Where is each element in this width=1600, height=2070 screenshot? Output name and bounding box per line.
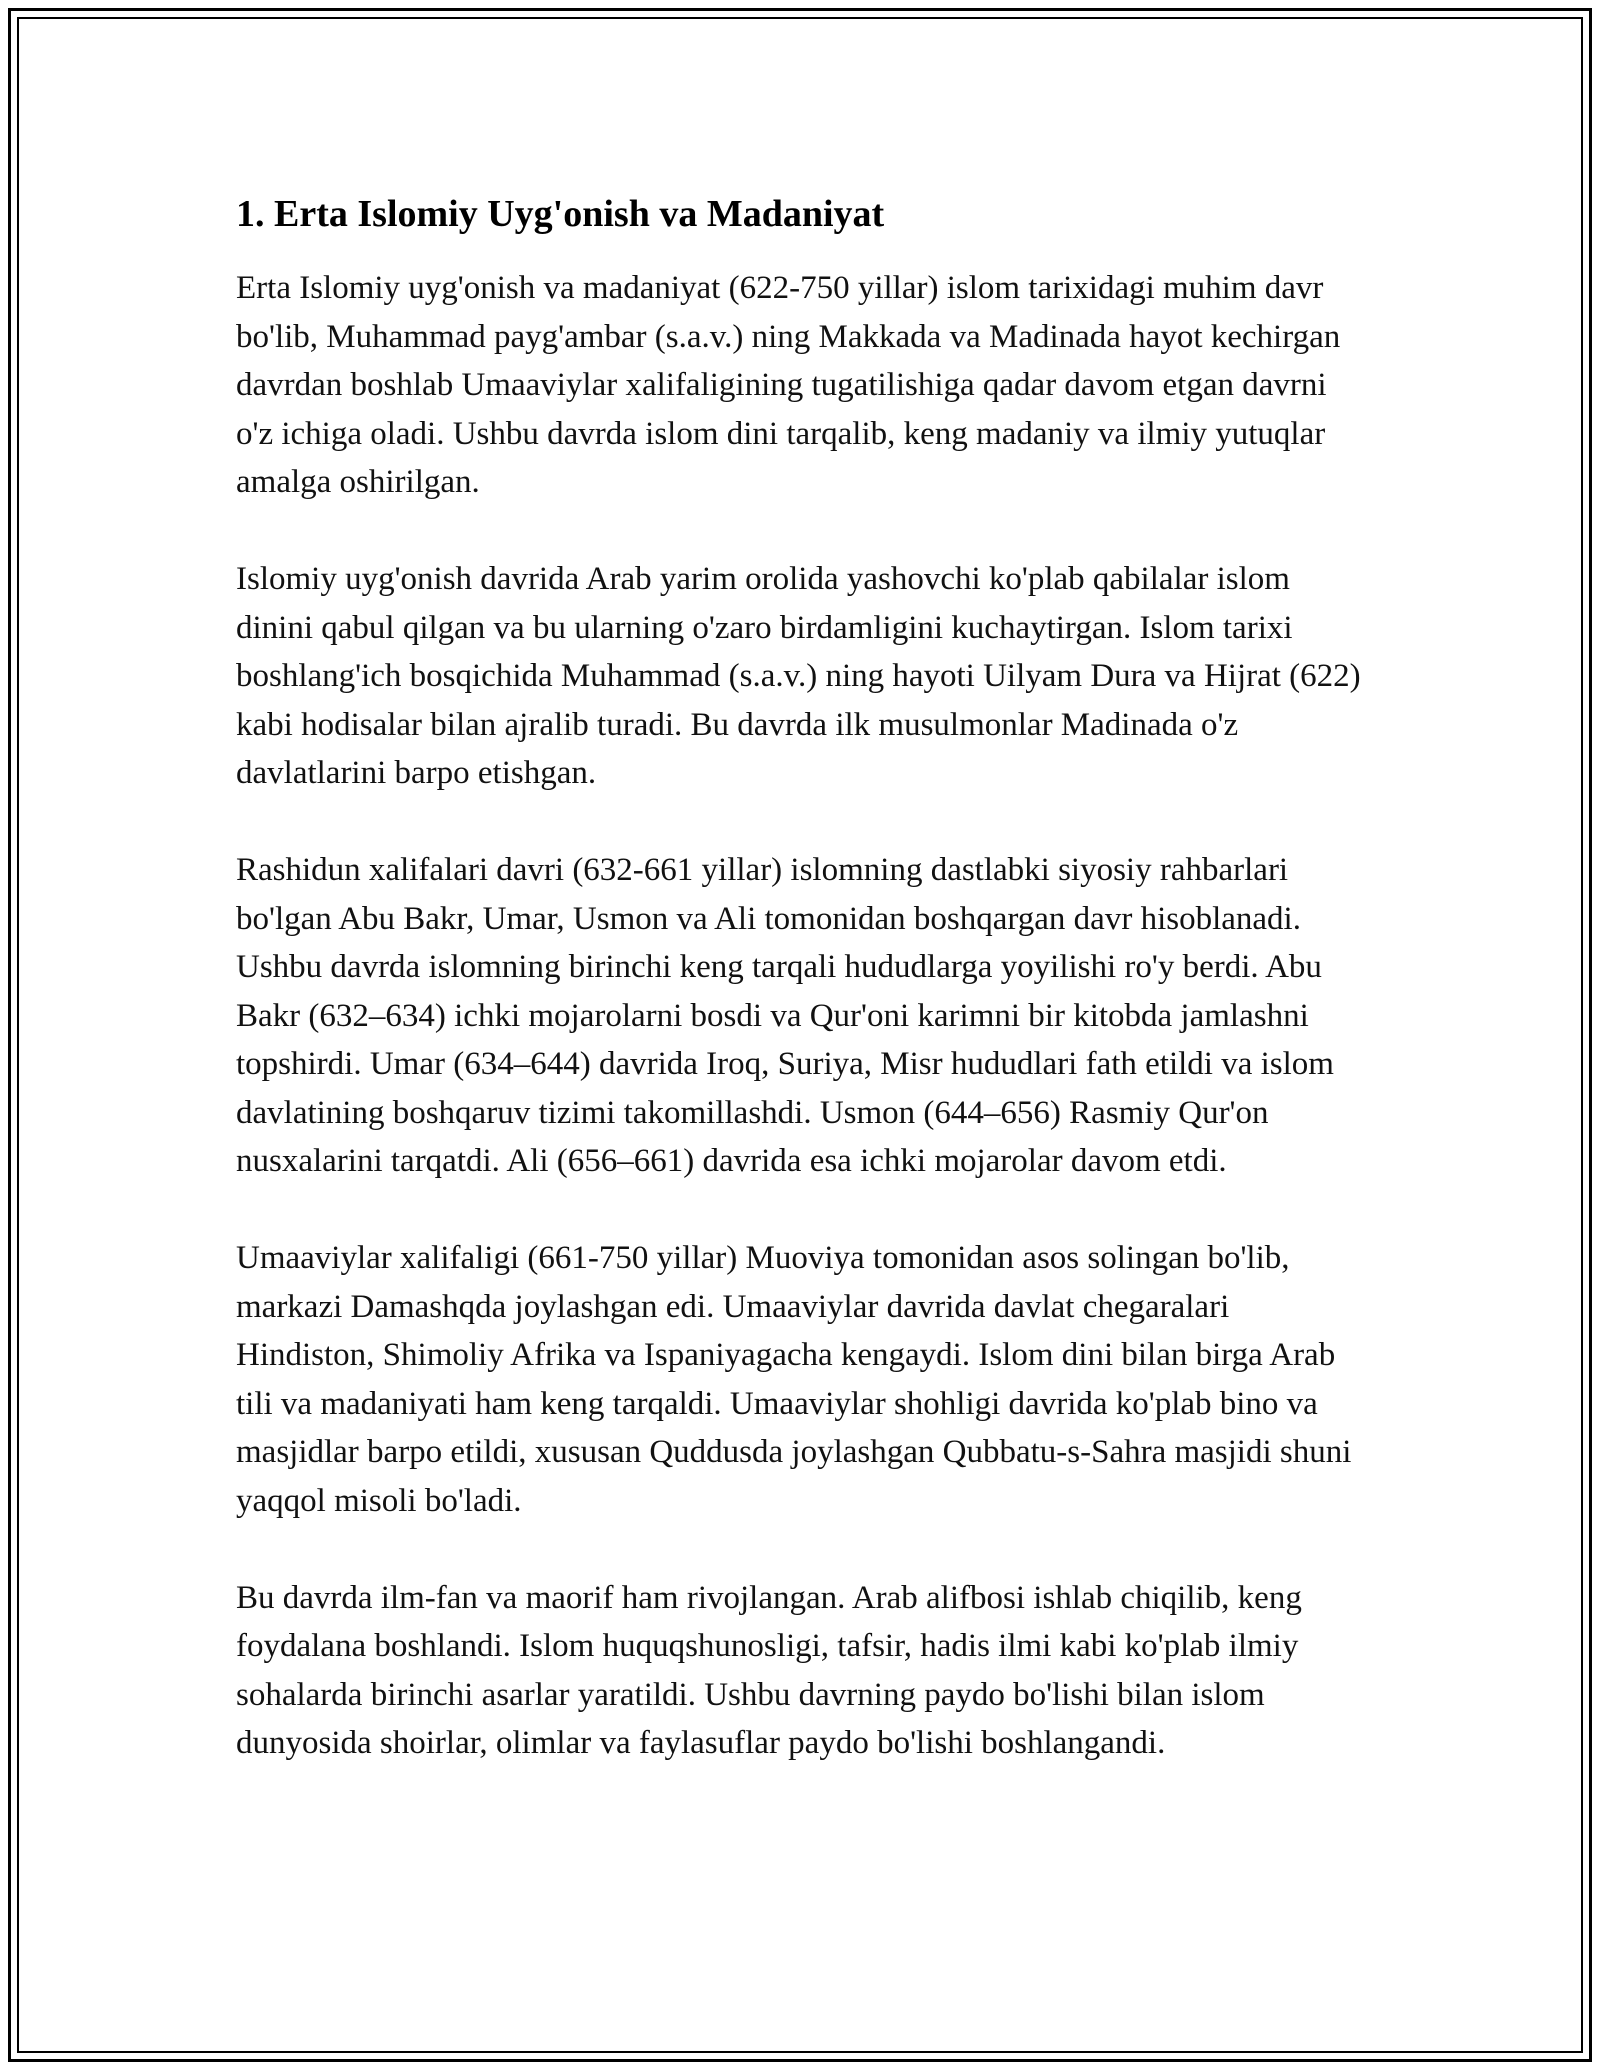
paragraph-intro: Erta Islomiy uyg'onish va madaniyat (622-750 yillar) islom tarixidagi muhim davr bo'lib, Muhammad payg'ambar (s.a.v.) ning Makkada va Madinada hayot kechirgan davrdan boshlab Umaaviylar xalifaligining tugatilishiga qadar davom etgan davrni o'z ichiga oladi. Ushbu davrda islom dini tarqalib, keng madaniy va ilmiy yutuqlar amalga oshirilgan. (236, 270, 1341, 500)
paragraph-umayyad-caliphate: Umaaviylar xalifaligi (661-750 yillar) Muoviya tomonidan asos solingan bo'lib, markazi Damashqda joylashgan edi. Umaaviylar davrida davlat chegaralari Hindiston, Shimoliy Afrika va Ispaniyagacha kengaydi. Islom dini bilan birga Arab tili va madaniyati ham keng tarqaldi. Umaaviylar shohligi davrida ko'plab bino va masjidlar barpo etildi, xususan Quddusda joylashgan Qubbatu-s-Sahra masjidi shuni yaqqol misoli bo'ladi. (236, 1240, 1352, 1519)
paragraph-science-education: Bu davrda ilm-fan va maorif ham rivojlangan. Arab alifbosi ishlab chiqilib, keng foydalana boshlandi. Islom huquqshunosligi, tafsir, hadis ilmi kabi ko'plab ilmiy sohalarda birinchi asarlar yaratildi. Ushbu davrning paydo bo'lishi bilan islom dunyosida shoirlar, olimlar va faylasuflar paydo bo'lishi boshlangandi. (236, 1579, 1302, 1761)
paragraph-rashidun-caliphs: Rashidun xalifalari davri (632-661 yillar) islomning dastlabki siyosiy rahbarlari bo'lgan Abu Bakr, Umar, Usmon va Ali tomonidan boshqargan davr hisoblanadi. Ushbu davrda islomning birinchi keng tarqali hududlarga yoyilishi ro'y berdi. Abu Bakr (632–634) ichki mojarolarni bosdi va Qur'oni karimni bir kitobda jamlashni topshirdi. Umar (634–644) davrida Iroq, Suriya, Misr hududlari fath etildi va islom davlatining boshqaruv tizimi takomillashdi. Usmon (644–656) Rasmiy Qur'on nusxalarini tarqatdi. Ali (656–661) davrida esa ichki mojarolar davom etdi. (236, 852, 1334, 1179)
section-title: 1. Erta Islomiy Uyg'onish va Madaniyat (236, 193, 885, 235)
document-body (236, 186, 1366, 1768)
paragraph-islamic-awakening: Islomiy uyg'onish davrida Arab yarim orolida yashovchi ko'plab qabilalar islom dinini qabul qilgan va bu ularning o'zaro birdamligini kuchaytirgan. Islom tarixi boshlang'ich bosqichida Muhammad (s.a.v.) ning hayoti Uilyam Dura va Hijrat (622) kabi hodisalar bilan ajralib turadi. Bu davrda ilk musulmonlar Madinada o'z davlatlarini barpo etishgan. (236, 561, 1361, 791)
